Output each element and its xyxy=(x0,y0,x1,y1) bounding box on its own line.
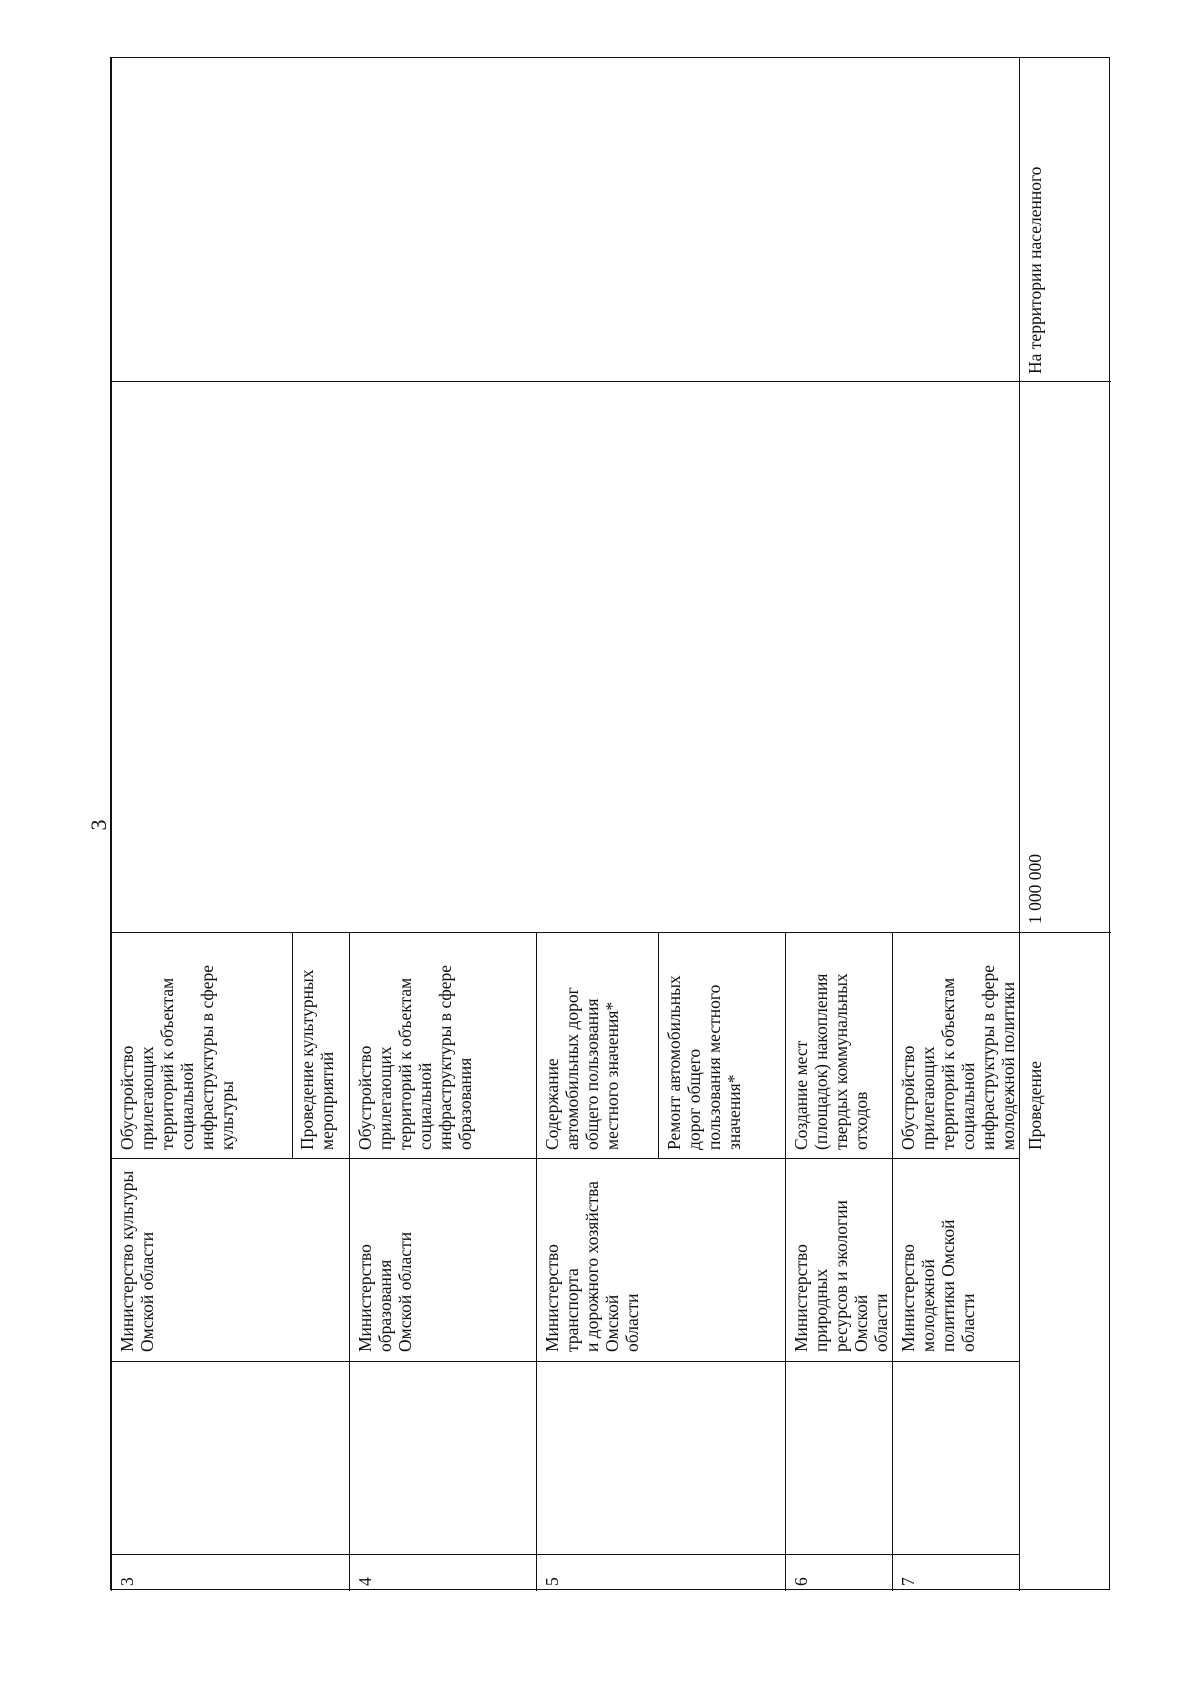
row-4-ministry: Министерство образования Омской области xyxy=(355,1231,415,1352)
row-7-number: 7 xyxy=(898,1577,918,1586)
row-6-activity-1: Создание мест (площадок) накопления твердых коммунальных отходов xyxy=(791,973,871,1150)
col-line-5 xyxy=(111,381,1111,382)
row-5-ministry: Министерство транспорта и дорожного хозяйства Омской области xyxy=(542,1181,642,1352)
row-6-ministry: Министерство природных ресурсов и экологии Омской области xyxy=(791,1200,891,1352)
row-7-activity-1: Обустройство прилегающих территорий к объектам социальной инфраструктуры в сфере молодежной политики xyxy=(898,964,1018,1150)
row-7-ministry: Министерство молодежной политики Омской области xyxy=(898,1219,978,1352)
amount-value: 1 000 000 xyxy=(1025,854,1045,924)
row-line-5-6 xyxy=(785,932,786,1591)
row-5-activity-1: Содержание автомобильных дорог общего пользования местного значения* xyxy=(542,987,622,1150)
page-number: 3 xyxy=(86,819,111,831)
row-3-activity-1: Обустройство прилегающих территорий к объектам социальной инфраструктуры в сфере культуры xyxy=(117,964,237,1150)
row-5-activity-2: Ремонт автомобильных дорог общего пользования местного значения* xyxy=(664,975,744,1150)
col-line-1 xyxy=(111,1554,1019,1555)
col-line-2 xyxy=(111,1361,1019,1362)
subrow-line-5 xyxy=(658,932,659,1158)
row-line-6-7 xyxy=(892,932,893,1591)
condition-text: На территории населенного xyxy=(1025,166,1045,374)
row-4-activity-1: Обустройство прилегающих территорий к объектам социальной инфраструктуры в сфере образования xyxy=(355,964,475,1150)
row-3-number: 3 xyxy=(117,1577,137,1586)
row-4-number: 4 xyxy=(355,1577,375,1586)
row-6-number: 6 xyxy=(791,1577,811,1586)
rotated-table xyxy=(110,57,1110,1590)
row-line-4-5 xyxy=(536,932,537,1591)
row-line-7-end xyxy=(1019,58,1020,1591)
row-3-ministry: Министерство культуры Омской области xyxy=(117,1170,157,1352)
row-3-activity-2: Проведение культурных мероприятий xyxy=(297,969,337,1150)
row-line-3-4 xyxy=(349,932,350,1591)
row-8-activity: Проведение xyxy=(1025,1060,1045,1150)
subrow-line-3 xyxy=(292,932,293,1158)
col-line-3 xyxy=(111,1158,1019,1159)
row-5-number: 5 xyxy=(542,1577,562,1586)
